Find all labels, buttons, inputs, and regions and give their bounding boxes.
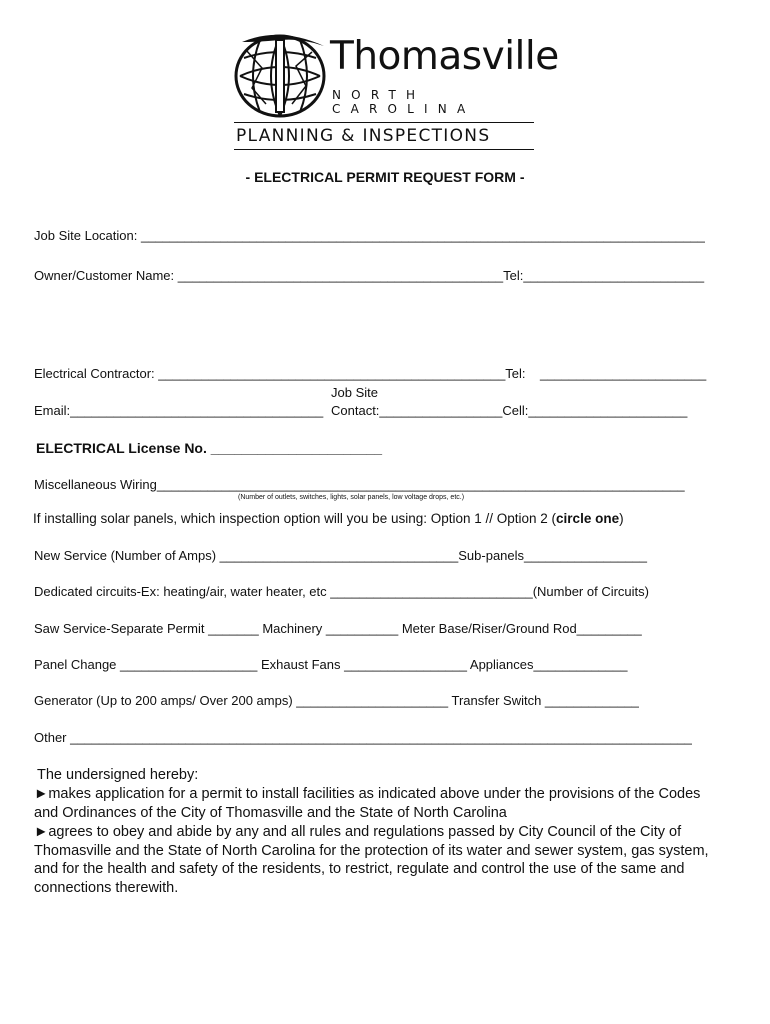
solar-question-text: If installing solar panels, which inspection option will you be using: Option 1 // Option 2 ( bbox=[33, 511, 557, 526]
thomasville-logo bbox=[232, 28, 559, 154]
other-field[interactable]: Other ______________________________________________________________________________________ bbox=[34, 730, 692, 745]
logo-divider-top bbox=[234, 122, 534, 123]
electrical-contractor-field[interactable]: Electrical Contractor: ________________________________________________Tel: bbox=[34, 366, 526, 381]
brand-name: Thomasville bbox=[330, 34, 559, 79]
saw-service-field[interactable]: Saw Service-Separate Permit _______ Machinery __________ Meter Base/Riser/Ground Rod_________ bbox=[34, 621, 642, 636]
misc-wiring-field[interactable]: Miscellaneous Wiring_________________________________________________________________________ bbox=[34, 477, 685, 492]
declaration-intro: The undersigned hereby: bbox=[37, 767, 199, 783]
brand-state: NORTH CAROLINA bbox=[332, 88, 476, 116]
declaration-item-1: ►makes application for a permit to install facilities as indicated above under the provisions of the Codes and Ordinances of the City of Thomasville and the State of North Carolina bbox=[34, 786, 701, 821]
circle-one-label: circle one bbox=[556, 511, 620, 526]
job-site-contact-cell-field[interactable]: Contact:_________________Cell:______________________ bbox=[331, 403, 688, 418]
new-service-field[interactable]: New Service (Number of Amps) _________________________________Sub-panels_________________ bbox=[34, 548, 647, 563]
globe-icon bbox=[232, 28, 328, 120]
solar-option-question[interactable] bbox=[33, 511, 624, 526]
job-site-label: Job Site bbox=[331, 385, 378, 400]
generator-field[interactable]: Generator (Up to 200 amps/ Over 200 amps) _____________________ Transfer Switch _____________ bbox=[34, 693, 639, 708]
electrical-license-field[interactable]: ELECTRICAL License No. ______________________ bbox=[36, 440, 383, 456]
dedicated-circuits-field[interactable]: Dedicated circuits-Ex: heating/air, water heater, etc ____________________________(Number of Circuits) bbox=[34, 584, 649, 599]
owner-customer-field[interactable]: Owner/Customer Name: _____________________________________________Tel:_________________________ bbox=[34, 268, 705, 283]
misc-wiring-note: (Number of outlets, switches, lights, solar panels, low voltage drops, etc.) bbox=[238, 494, 465, 501]
logo-divider-bottom bbox=[234, 149, 534, 150]
form-title: - ELECTRICAL PERMIT REQUEST FORM - bbox=[245, 169, 525, 185]
department-name: PLANNING & INSPECTIONS bbox=[236, 126, 491, 146]
email-field[interactable]: Email:___________________________________ bbox=[34, 403, 324, 418]
panel-change-field[interactable]: Panel Change ___________________ Exhaust Fans _________________ Appliances_____________ bbox=[34, 657, 628, 672]
solar-question-close: ) bbox=[619, 511, 624, 526]
contractor-tel-field[interactable]: _______________________ bbox=[540, 366, 707, 381]
declaration-item-2: ►agrees to obey and abide by any and all rules and regulations passed by City Council of the City of Thomasville and the State of North Carolina for the protection of its water and sewer system, gas system, and for the health and safety of the residents, to restrict, regulate and control the use of the same and connections therewith. bbox=[34, 824, 709, 896]
job-site-location-field[interactable]: Job Site Location: ______________________________________________________________________________ bbox=[34, 228, 705, 243]
